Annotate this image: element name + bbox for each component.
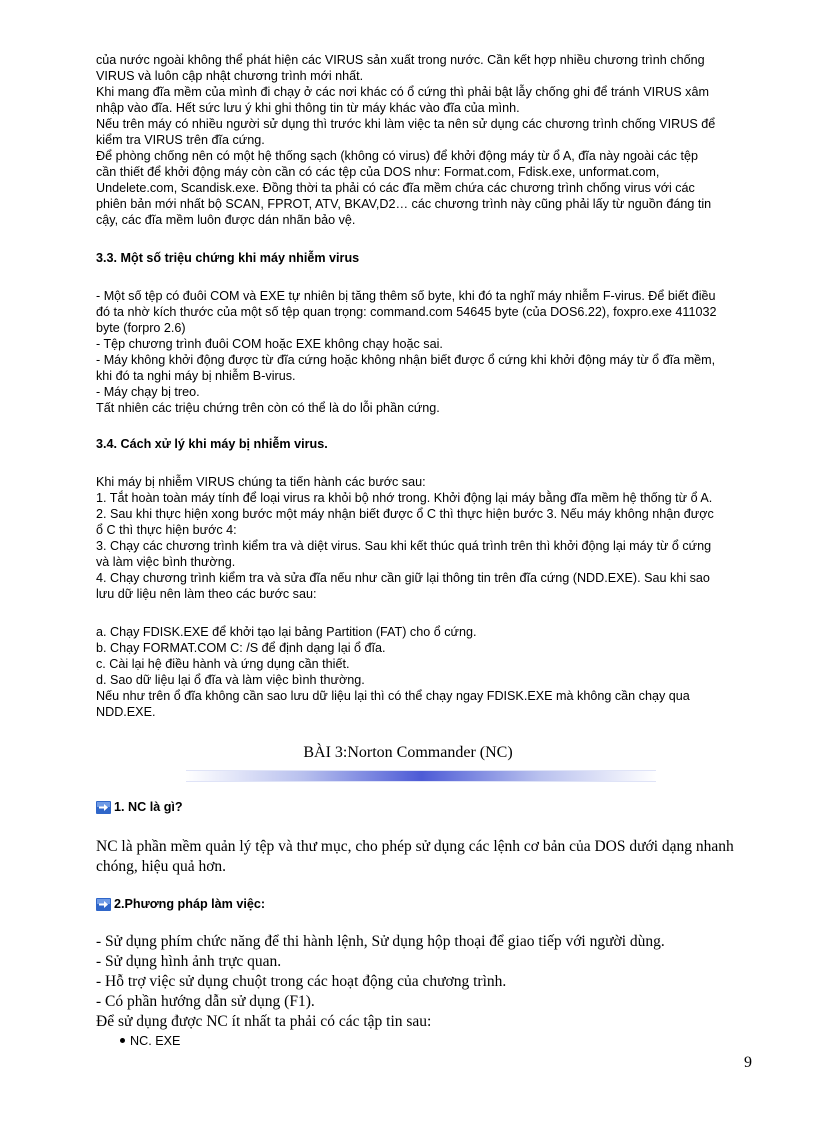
text-line: Tất nhiên các triệu chứng trên còn có thể là do lỗi phần cứng. <box>96 401 440 415</box>
arrow-right-icon <box>96 898 111 911</box>
text-line: - Sử dụng hình ảnh trực quan. <box>96 953 282 970</box>
text-line: cậy, các đĩa mềm luôn được dán nhãn bảo vệ. <box>96 213 356 227</box>
nc-what-title: 1. NC là gì? <box>114 800 183 814</box>
step-line: d. Sao dữ liệu lại ổ đĩa và làm việc bình thường. <box>96 673 365 687</box>
section-3-3-body <box>96 288 766 416</box>
nc-what-heading <box>96 800 183 814</box>
section-3-3-heading: 3.3. Một số triệu chứng khi máy nhiễm virus <box>96 251 360 265</box>
text-line: NC là phần mềm quản lý tệp và thư mục, cho phép sử dụng các lệnh cơ bản của DOS dưới dạng nhanh <box>96 838 734 855</box>
list-item <box>120 1034 180 1048</box>
step-line: b. Chạy FORMAT.COM C: /S để định dạng lại ổ đĩa. <box>96 641 386 655</box>
text-line: ổ C thì thực hiện bước 4: <box>96 523 237 537</box>
text-line: - Tệp chương trình đuôi COM hoặc EXE không chạy hoặc sai. <box>96 337 443 351</box>
list-item-text: NC. EXE <box>130 1034 181 1048</box>
text-line: NDD.EXE. <box>96 705 156 719</box>
nc-method-body <box>96 932 766 1032</box>
intro-paragraph <box>96 52 766 228</box>
section-3-4-heading: 3.4. Cách xử lý khi máy bị nhiễm virus. <box>96 437 328 451</box>
bullet-icon <box>120 1038 125 1043</box>
text-line: byte (forpro 2.6) <box>96 321 186 335</box>
text-line: 1. Tắt hoàn toàn máy tính để loại virus ra khỏi bộ nhớ trong. Khởi động lại máy bằng đĩa mềm hệ thống từ ổ A. <box>96 491 713 505</box>
text-line: đó ta nhờ kích thước của một số tệp quan trọng: command.com 54645 byte (của DOS6.22), foxpro.exe 411032 <box>96 305 717 319</box>
text-line: khi đó ta nghi máy bị nhiễm B-virus. <box>96 369 296 383</box>
text-line: - Máy không khởi động được từ đĩa cứng hoặc không nhận biết được ổ cứng khi khởi động máy từ ổ đĩa mềm, <box>96 353 716 367</box>
decorative-divider <box>186 770 656 782</box>
text-line: Khi máy bị nhiễm VIRUS chúng ta tiến hành các bước sau: <box>96 475 426 489</box>
arrow-right-icon <box>96 801 111 814</box>
text-line: Để phòng chống nên có một hệ thống sạch (không có virus) để khởi động máy từ ổ A, đĩa này ngoài các tệp <box>96 149 698 163</box>
text-line: Để sử dụng được NC ít nhất ta phải có các tập tin sau: <box>96 1013 432 1030</box>
text-line: của nước ngoài không thể phát hiện các VIRUS sản xuất trong nước. Cần kết hợp nhiều chương trình chống <box>96 53 705 67</box>
step-line: c. Cài lại hệ điều hành và ứng dụng cần thiết. <box>96 657 350 671</box>
text-line: Khi mang đĩa mềm của mình đi chạy ở các nơi khác có ổ cứng thì phải bật lẫy chống ghi để tránh VIRUS xâm <box>96 85 709 99</box>
text-line: 2. Sau khi thực hiện xong bước một máy nhận biết được ổ C thì thực hiện bước 3. Nếu máy không nhận được <box>96 507 714 521</box>
text-line: 4. Chạy chương trình kiểm tra và sửa đĩa nếu như cần giữ lại thông tin trên đĩa cứng (NDD.EXE). Sau khi sao <box>96 571 710 585</box>
text-line: và làm việc bình thường. <box>96 555 236 569</box>
text-line: - Một số tệp có đuôi COM và EXE tự nhiên bị tăng thêm số byte, khi đó ta nghĩ máy nhiễm F-virus. Để biết điều <box>96 289 716 303</box>
text-line: - Có phần hướng dẫn sử dụng (F1). <box>96 993 315 1010</box>
section-3-4-body <box>96 474 766 602</box>
text-line: Nếu trên máy có nhiều người sử dụng thì trước khi làm việc ta nên sử dụng các chương trình chống VIRUS để <box>96 117 716 131</box>
text-line: Undelete.com, Scandisk.exe. Đồng thời ta phải có các đĩa mềm chứa các chương trình chống virus với các <box>96 181 695 195</box>
text-line: nhập vào đĩa. Hết sức lưu ý khi ghi thông tin từ máy khác vào đĩa của mình. <box>96 101 520 115</box>
nc-method-title: 2.Phương pháp làm việc: <box>114 897 266 911</box>
text-line: kiểm tra VIRUS trên đĩa cứng. <box>96 133 265 147</box>
nc-method-heading <box>96 897 265 911</box>
text-line: lưu dữ liệu nên làm theo các bước sau: <box>96 587 317 601</box>
step-line: a. Chạy FDISK.EXE để khởi tạo lại bảng Partition (FAT) cho ổ cứng. <box>96 625 477 639</box>
text-line: cần thiết để khởi động máy còn cần có các tệp của DOS như: Format.com, Fdisk.exe, unformat.com, <box>96 165 660 179</box>
text-line: VIRUS và luôn cập nhật chương trình mới nhất. <box>96 69 364 83</box>
text-line: - Hỗ trợ việc sử dụng chuột trong các hoạt động của chương trình. <box>96 973 507 990</box>
text-line: phiên bản mới nhất bộ SCAN, FPROT, ATV, BKAV,D2… các chương trình này cũng phải lấy từ nguồn đáng tin <box>96 197 712 211</box>
page-number: 9 <box>744 1054 752 1071</box>
text-line: 3. Chạy các chương trình kiểm tra và diệt virus. Sau khi kết thúc quá trình trên thì khởi động lại máy từ ổ cứng <box>96 539 712 553</box>
nc-what-body <box>96 837 766 877</box>
text-line: - Máy chạy bị treo. <box>96 385 200 399</box>
text-line: Nếu như trên ổ đĩa không cần sao lưu dữ liệu lại thì có thể chạy ngay FDISK.EXE mà không cần chạy qua <box>96 689 690 703</box>
text-line: - Sử dụng phím chức năng để thi hành lệnh, Sử dụng hộp thoại để giao tiếp với người dùng. <box>96 933 665 950</box>
lesson-title: BÀI 3:Norton Commander (NC) <box>303 744 513 761</box>
section-3-4-steps <box>96 624 766 720</box>
text-line: chóng, hiệu quả hơn. <box>96 858 227 875</box>
